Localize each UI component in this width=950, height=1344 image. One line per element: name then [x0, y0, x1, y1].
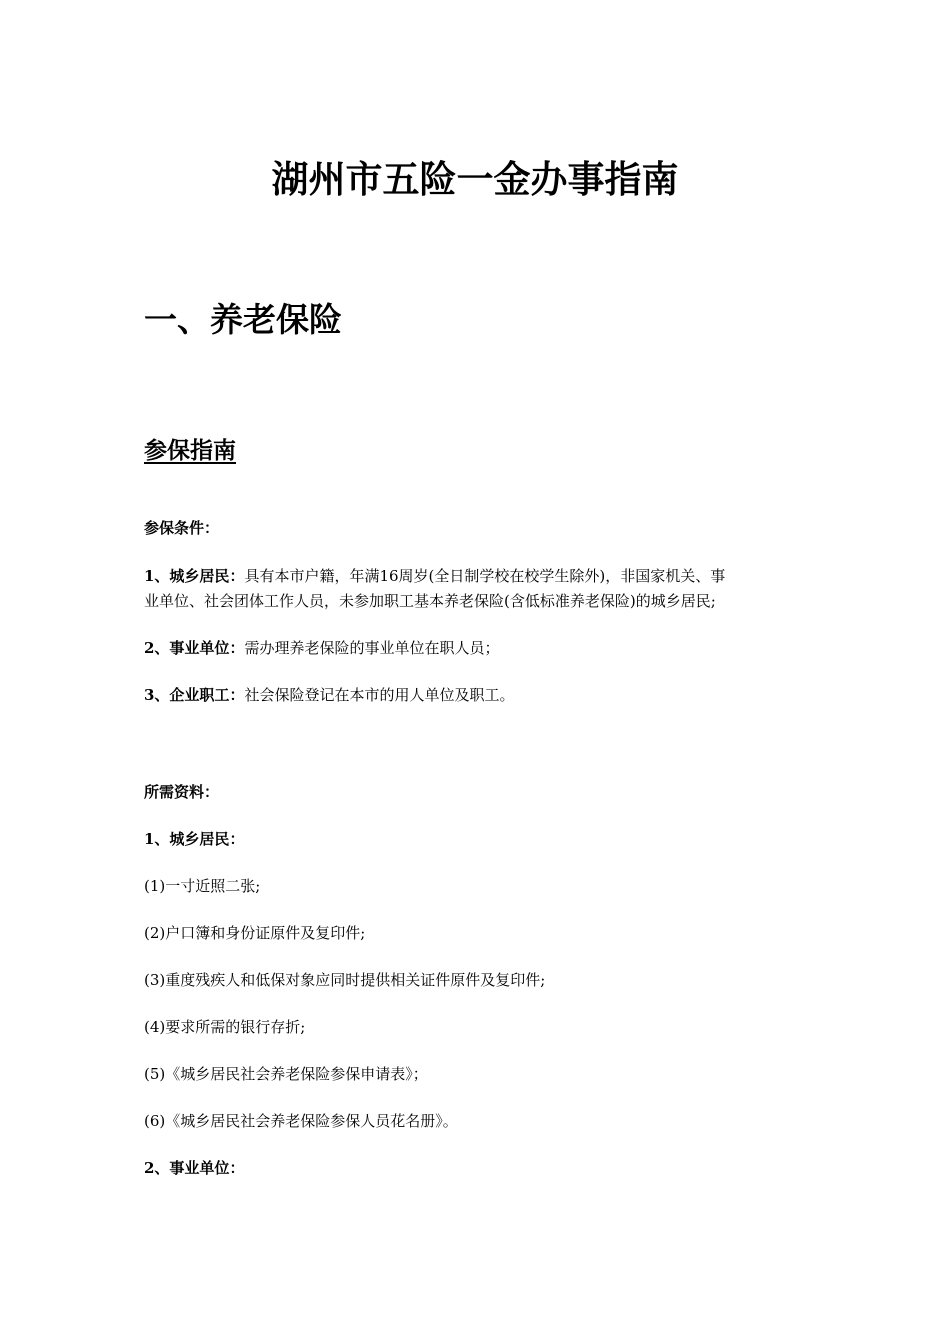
condition-text: 需办理养老保险的事业单位在职人员；	[244, 639, 500, 657]
condition-text: 社会保险登记在本市的用人单位及职工。	[244, 686, 515, 704]
condition-text: 业单位、社会团体工作人员，未参加职工基本养老保险(含低标准养老保险)的城乡居民;	[144, 592, 716, 610]
condition-term: 2、事业单位：	[144, 639, 245, 657]
condition-item-3	[144, 682, 804, 708]
material-item: (2)户口簿和身份证原件及复印件;	[144, 924, 366, 942]
condition-text: 具有本市户籍，年满16周岁(全日制学校在校学生除外)，非国家机关、事	[244, 567, 726, 585]
condition-term: 3、企业职工：	[144, 686, 245, 704]
section-heading-pension: 一、养老保险	[144, 300, 342, 339]
material-item: (3)重度残疾人和低保对象应同时提供相关证件原件及复印件;	[144, 971, 546, 989]
material-item: (1)一寸近照二张;	[144, 877, 261, 895]
condition-term: 1、城乡居民：	[144, 567, 245, 585]
condition-item-2	[144, 635, 804, 661]
material-item: (5)《城乡居民社会养老保险参保申请表》；	[144, 1065, 428, 1083]
document-title: 湖州市五险一金办事指南	[271, 158, 679, 201]
materials-group-2-label: 2、事业单位：	[144, 1159, 245, 1177]
condition-item-1	[144, 563, 804, 589]
condition-item-1-continued	[144, 588, 804, 614]
sub-heading-enrollment-guide: 参保指南	[144, 438, 236, 464]
conditions-label: 参保条件：	[144, 519, 220, 537]
material-item: (4)要求所需的银行存折;	[144, 1018, 306, 1036]
materials-group-1-label: 1、城乡居民：	[144, 830, 245, 848]
materials-label: 所需资料：	[144, 783, 220, 801]
material-item: (6)《城乡居民社会养老保险参保人员花名册》。	[144, 1112, 458, 1130]
